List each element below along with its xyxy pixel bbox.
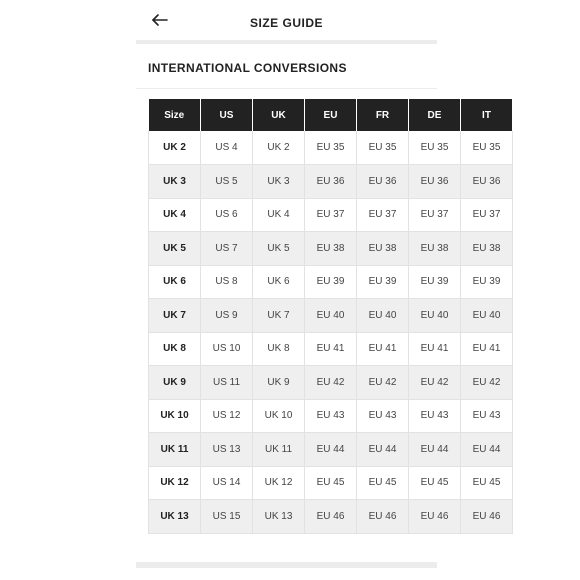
- table-cell: EU 39: [305, 265, 357, 299]
- table-cell: EU 36: [409, 165, 461, 199]
- table-header-row: [149, 99, 513, 131]
- table-cell: UK 2: [253, 131, 305, 165]
- bottom-divider: [136, 562, 437, 568]
- table-cell: UK 10: [149, 399, 201, 433]
- table-cell: EU 36: [357, 165, 409, 199]
- table-cell: EU 44: [357, 433, 409, 467]
- table-cell: EU 46: [357, 500, 409, 534]
- table-cell: EU 38: [409, 232, 461, 266]
- table-cell: EU 43: [305, 399, 357, 433]
- table-cell: UK 4: [149, 198, 201, 232]
- table-cell: UK 9: [149, 366, 201, 400]
- table-cell: EU 35: [461, 131, 513, 165]
- table-cell: UK 11: [149, 433, 201, 467]
- table-row: [149, 299, 513, 333]
- table-cell: EU 45: [357, 466, 409, 500]
- table-row: [149, 265, 513, 299]
- table-cell: UK 8: [253, 332, 305, 366]
- section-title: INTERNATIONAL CONVERSIONS: [148, 61, 347, 75]
- table-row: [149, 433, 513, 467]
- table-row: [149, 165, 513, 199]
- table-row: [149, 466, 513, 500]
- table-cell: US 9: [201, 299, 253, 333]
- table-cell: EU 39: [461, 265, 513, 299]
- table-cell: EU 38: [357, 232, 409, 266]
- table-cell: EU 41: [461, 332, 513, 366]
- table-cell: UK 4: [253, 198, 305, 232]
- table-cell: UK 7: [149, 299, 201, 333]
- table-cell: EU 43: [357, 399, 409, 433]
- table-cell: UK 6: [253, 265, 305, 299]
- table-cell: EU 40: [461, 299, 513, 333]
- table-cell: EU 35: [357, 131, 409, 165]
- table-cell: EU 44: [409, 433, 461, 467]
- table-cell: US 11: [201, 366, 253, 400]
- table-cell: EU 40: [357, 299, 409, 333]
- table-cell: EU 46: [409, 500, 461, 534]
- table-cell: EU 36: [461, 165, 513, 199]
- column-header: DE: [409, 99, 461, 131]
- table-cell: UK 13: [149, 500, 201, 534]
- size-table-scroll[interactable]: [148, 99, 501, 533]
- column-header: Size: [149, 99, 201, 131]
- table-cell: EU 42: [305, 366, 357, 400]
- table-cell: UK 9: [253, 366, 305, 400]
- table-cell: EU 42: [461, 366, 513, 400]
- table-cell: US 5: [201, 165, 253, 199]
- table-cell: EU 45: [461, 466, 513, 500]
- table-cell: UK 12: [149, 466, 201, 500]
- table-row: [149, 500, 513, 534]
- table-cell: US 14: [201, 466, 253, 500]
- table-cell: US 4: [201, 131, 253, 165]
- table-cell: EU 46: [305, 500, 357, 534]
- table-cell: EU 42: [409, 366, 461, 400]
- column-header: FR: [357, 99, 409, 131]
- table-cell: EU 40: [305, 299, 357, 333]
- table-cell: UK 7: [253, 299, 305, 333]
- table-cell: EU 37: [305, 198, 357, 232]
- table-row: [149, 131, 513, 165]
- table-cell: EU 41: [305, 332, 357, 366]
- table-cell: EU 43: [461, 399, 513, 433]
- table-cell: EU 35: [409, 131, 461, 165]
- table-cell: EU 37: [461, 198, 513, 232]
- table-cell: UK 11: [253, 433, 305, 467]
- table-body: [149, 131, 513, 533]
- table-cell: EU 42: [357, 366, 409, 400]
- table-row: [149, 198, 513, 232]
- table-row: [149, 399, 513, 433]
- header: [136, 0, 437, 42]
- table-cell: EU 46: [461, 500, 513, 534]
- table-cell: US 12: [201, 399, 253, 433]
- table-cell: EU 44: [305, 433, 357, 467]
- table-cell: UK 10: [253, 399, 305, 433]
- table-cell: UK 12: [253, 466, 305, 500]
- table-cell: UK 8: [149, 332, 201, 366]
- column-header: IT: [461, 99, 513, 131]
- column-header: UK: [253, 99, 305, 131]
- size-guide-screen: [136, 0, 501, 580]
- table-cell: EU 38: [461, 232, 513, 266]
- table-cell: US 6: [201, 198, 253, 232]
- table-cell: EU 45: [409, 466, 461, 500]
- table-row: [149, 232, 513, 266]
- table-cell: UK 3: [149, 165, 201, 199]
- table-cell: UK 5: [149, 232, 201, 266]
- table-row: [149, 332, 513, 366]
- table-cell: EU 37: [357, 198, 409, 232]
- table-cell: EU 35: [305, 131, 357, 165]
- table-row: [149, 366, 513, 400]
- header-divider: [136, 40, 437, 44]
- table-cell: US 8: [201, 265, 253, 299]
- table-cell: EU 36: [305, 165, 357, 199]
- table-cell: US 15: [201, 500, 253, 534]
- table-cell: EU 43: [409, 399, 461, 433]
- table-cell: EU 37: [409, 198, 461, 232]
- table-cell: EU 40: [409, 299, 461, 333]
- table-cell: UK 3: [253, 165, 305, 199]
- column-header: US: [201, 99, 253, 131]
- table-cell: US 10: [201, 332, 253, 366]
- table-cell: UK 5: [253, 232, 305, 266]
- table-cell: EU 45: [305, 466, 357, 500]
- table-cell: EU 39: [409, 265, 461, 299]
- table-cell: US 13: [201, 433, 253, 467]
- size-conversion-table: [148, 99, 513, 534]
- table-cell: EU 41: [409, 332, 461, 366]
- table-cell: EU 38: [305, 232, 357, 266]
- table-cell: EU 44: [461, 433, 513, 467]
- table-cell: UK 6: [149, 265, 201, 299]
- table-cell: EU 39: [357, 265, 409, 299]
- column-header: EU: [305, 99, 357, 131]
- page-title: SIZE GUIDE: [249, 16, 323, 30]
- section-divider: [136, 88, 437, 89]
- table-cell: UK 13: [253, 500, 305, 534]
- table-cell: EU 41: [357, 332, 409, 366]
- table-cell: UK 2: [149, 131, 201, 165]
- table-cell: US 7: [201, 232, 253, 266]
